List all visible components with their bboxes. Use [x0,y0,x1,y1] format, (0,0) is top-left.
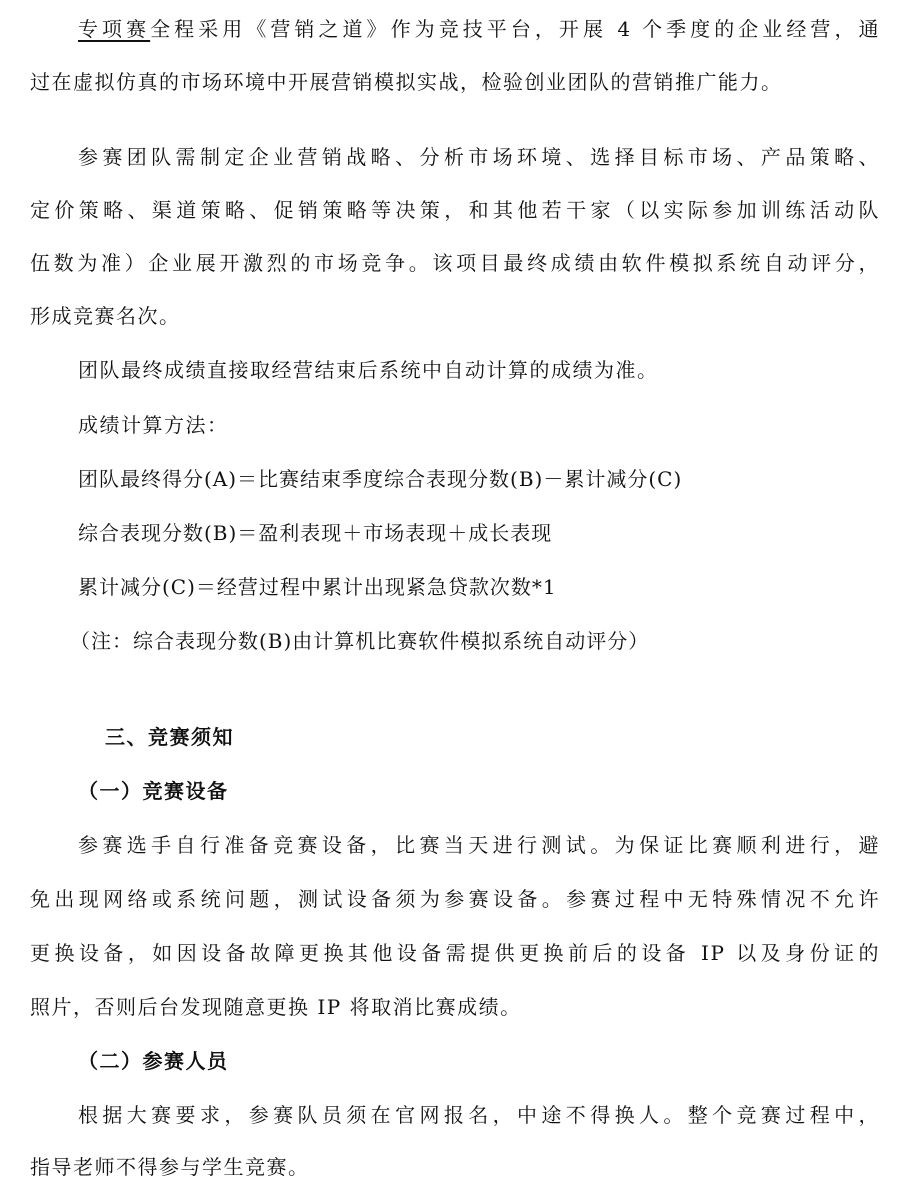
intro-line-2: 过在虚拟仿真的市场环境中开展营销模拟实战，检验创业团队的营销推广能力。 [30,70,783,94]
formula-final-score: 团队最终得分(A)＝比赛结束季度综合表现分数(B)－累计减分(C) [78,467,683,491]
equipment-line-4: 照片，否则后台发现随意更换 IP 将取消比赛成绩。 [30,995,522,1019]
subsection-heading-equipment: （一）竞赛设备 [78,779,229,803]
para2-line-1: 参赛团队需制定企业营销战略、分析市场环境、选择目标市场、产品策略、 [78,145,880,169]
intro-line-1-text: 全程采用《营销之道》作为竞技平台，开展 4 个季度的企业经营，通 [150,17,880,41]
equipment-line-2: 免出现网络或系统问题，测试设备须为参赛设备。参赛过程中无特殊情况不允许 [30,887,880,911]
calc-title: 成绩计算方法： [78,413,229,437]
intro-line-1 [78,14,880,44]
para2-line-3: 伍数为准）企业展开激烈的市场竞争。该项目最终成绩由软件模拟系统自动评分， [30,251,880,275]
section-heading: 三、竞赛须知 [105,725,234,749]
participants-line-2: 指导老师不得参与学生竞赛。 [30,1155,310,1179]
equipment-line-1: 参赛选手自行准备竞赛设备，比赛当天进行测试。为保证比赛顺利进行，避 [78,833,880,857]
formula-deduction: 累计减分(C)＝经营过程中累计出现紧急贷款次数*1 [78,575,557,599]
equipment-line-3: 更换设备，如因设备故障更换其他设备需提供更换前后的设备 IP 以及身份证的 [30,941,880,965]
intro-keyword: 专项赛 [78,17,151,41]
para2-line-2: 定价策略、渠道策略、促销策略等决策，和其他若干家（以实际参加训练活动队 [30,198,880,222]
participants-line-1: 根据大赛要求，参赛队员须在官网报名，中途不得换人。整个竞赛过程中， [78,1103,880,1127]
calc-note: （注：综合表现分数(B)由计算机比赛软件模拟系统自动评分） [70,629,650,653]
para3-line: 团队最终成绩直接取经营结束后系统中自动计算的成绩为准。 [78,358,659,382]
formula-performance-score: 综合表现分数(B)＝盈利表现＋市场表现＋成长表现 [78,521,553,545]
subsection-heading-participants: （二）参赛人员 [78,1049,229,1073]
para2-line-4: 形成竞赛名次。 [30,304,181,328]
